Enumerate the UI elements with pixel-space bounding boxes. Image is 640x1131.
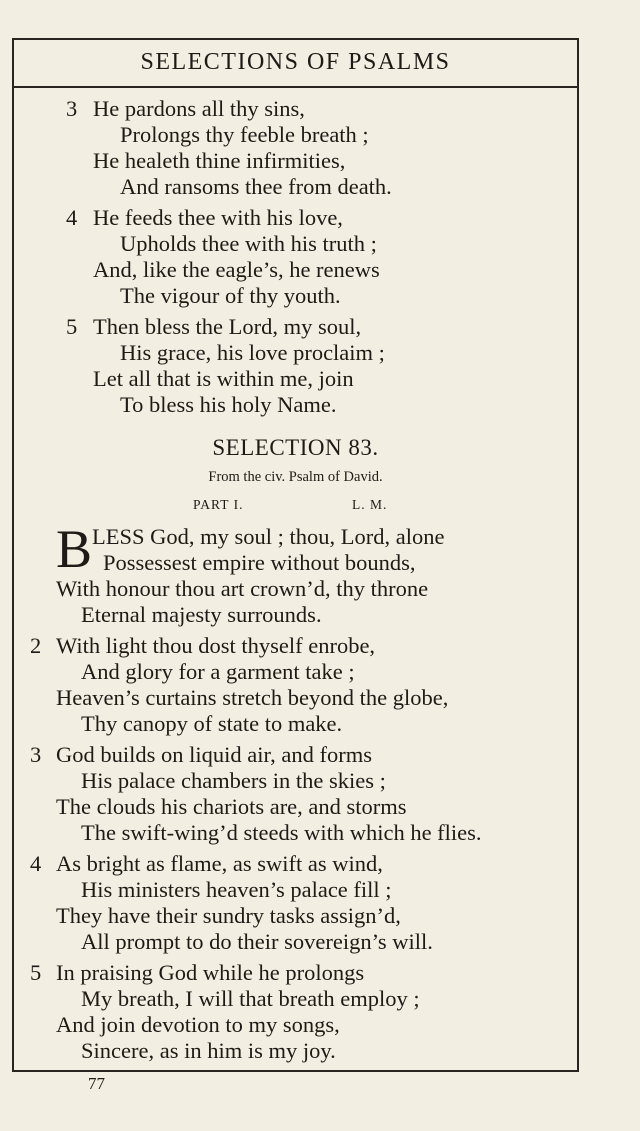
meter-label: L. M. <box>352 497 388 512</box>
verse-line: The swift-wing’d steeds with which he flies. <box>81 820 482 845</box>
frame-right-rule <box>577 38 579 1070</box>
part-label: PART I. <box>193 497 244 512</box>
verse-line: Possessest empire without bounds, <box>103 550 416 575</box>
verse-line: Eternal majesty surrounds. <box>81 602 322 627</box>
page-number: 77 <box>88 1074 105 1093</box>
verse-line: As bright as flame, as swift as wind, <box>56 851 383 876</box>
stanza-number: 3 <box>30 742 42 767</box>
verse-line: He feeds thee with his love, <box>93 205 343 230</box>
selection-source: From the civ. Psalm of David. <box>208 469 383 485</box>
stanza-number: 2 <box>30 633 42 658</box>
verse-line: Let all that is within me, join <box>93 366 354 391</box>
verse-line: In praising God while he prolongs <box>56 960 365 985</box>
verse-line: And glory for a garment take ; <box>81 659 355 684</box>
verse-line: He healeth thine infirmities, <box>93 148 346 173</box>
stanza-number: 5 <box>30 960 42 985</box>
verse-line: They have their sundry tasks assign’d, <box>56 903 401 928</box>
frame-left-rule <box>12 38 14 1070</box>
verse-line: God builds on liquid air, and forms <box>56 742 372 767</box>
verse-line: And ransoms thee from death. <box>120 174 392 199</box>
stanza-number: 5 <box>66 314 78 339</box>
verse-line: With light thou dost thyself enrobe, <box>56 633 376 658</box>
verse-line: Prolongs thy feeble breath ; <box>120 122 369 147</box>
verse-line: LESS God, my soul ; thou, Lord, alone <box>92 524 445 549</box>
verse-line: Then bless the Lord, my soul, <box>93 314 362 339</box>
page-header: SELECTIONS OF PSALMS <box>140 49 451 75</box>
drop-cap: B <box>56 519 93 579</box>
verse-line: My breath, I will that breath employ ; <box>81 986 420 1011</box>
verse-line: To bless his holy Name. <box>120 392 337 417</box>
verse-line: Thy canopy of state to make. <box>81 711 343 736</box>
verse-line: His grace, his love proclaim ; <box>120 340 385 365</box>
verse-line: His palace chambers in the skies ; <box>81 768 386 793</box>
frame-top-rule <box>12 38 579 40</box>
header-rule <box>12 86 579 88</box>
verse-line: With honour thou art crown’d, thy throne <box>56 576 429 601</box>
verse-line: Heaven’s curtains stretch beyond the globe, <box>56 685 449 710</box>
verse-line: His ministers heaven’s palace fill ; <box>81 877 392 902</box>
verse-line: All prompt to do their sovereign’s will. <box>81 929 433 954</box>
selection-title: SELECTION 83. <box>212 435 379 460</box>
verse-line: He pardons all thy sins, <box>93 96 305 121</box>
stanza-number: 3 <box>66 96 78 121</box>
verse-line: Sincere, as in him is my joy. <box>81 1038 336 1063</box>
stanza-number: 4 <box>66 205 78 230</box>
verse-line: Upholds thee with his truth ; <box>120 231 377 256</box>
verse-line: And join devotion to my songs, <box>56 1012 340 1037</box>
verse-line: The vigour of thy youth. <box>120 283 341 308</box>
stanza-number: 4 <box>30 851 42 876</box>
verse-line: And, like the eagle’s, he renews <box>93 257 380 282</box>
verse-line: The clouds his chariots are, and storms <box>56 794 407 819</box>
